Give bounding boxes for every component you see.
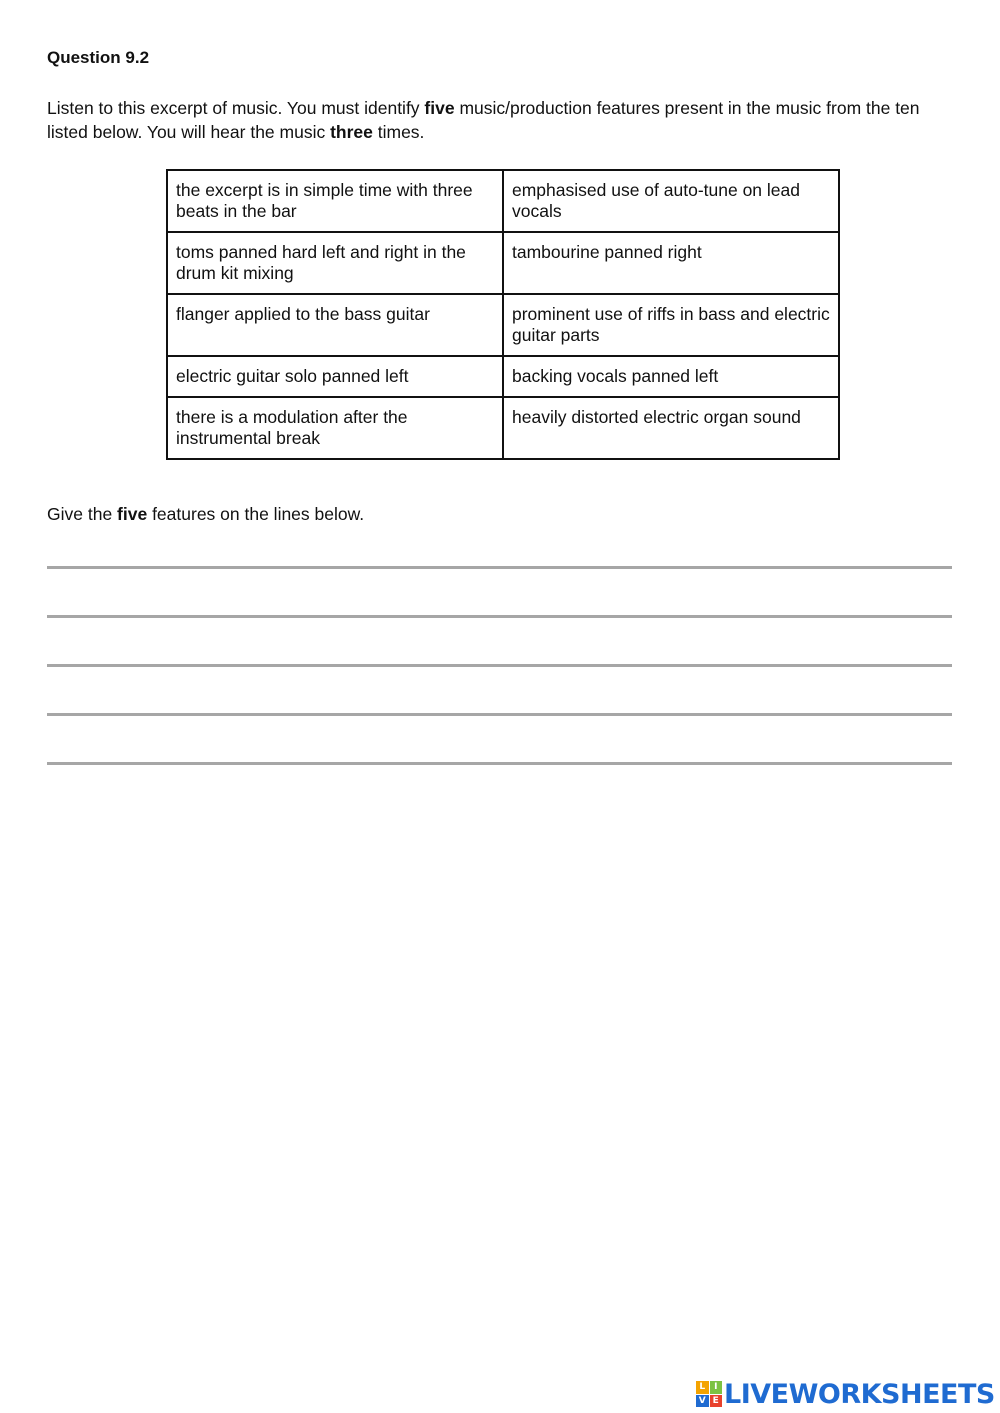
feature-cell: backing vocals panned left <box>503 356 839 397</box>
question-title: Question 9.2 <box>47 48 150 67</box>
answer-line-2[interactable] <box>47 615 952 618</box>
answer-line-3[interactable] <box>47 664 952 667</box>
intro-text-1: Listen to this excerpt of music. You must identify <box>47 98 425 118</box>
feature-cell: there is a modulation after the instrumental break <box>167 397 503 459</box>
feature-cell: electric guitar solo panned left <box>167 356 503 397</box>
feature-cell: tambourine panned right <box>503 232 839 294</box>
answer-line-4[interactable] <box>47 713 952 716</box>
intro-text-3: times. <box>372 122 425 142</box>
intro-bold-five: five <box>424 98 455 118</box>
intro-paragraph <box>47 96 957 144</box>
table-row <box>167 170 839 232</box>
liveworksheets-logo-icon <box>696 1381 722 1407</box>
feature-cell: toms panned hard left and right in the drum kit mixing <box>167 232 503 294</box>
liveworksheets-logo <box>696 1378 995 1410</box>
table-row <box>167 294 839 356</box>
feature-cell: flanger applied to the bass guitar <box>167 294 503 356</box>
intro-bold-three: three <box>330 122 373 142</box>
features-table <box>166 169 840 460</box>
table-row <box>167 397 839 459</box>
logo-mark-letter: L <box>696 1381 709 1394</box>
feature-cell: the excerpt is in simple time with three beats in the bar <box>167 170 503 232</box>
table-row <box>167 232 839 294</box>
intro-text-2: music/production features present in the music from the ten listed below. You will hear the music <box>47 98 920 142</box>
instruction-text-2: features on the lines below. <box>147 504 365 524</box>
answer-line-5[interactable] <box>47 762 952 765</box>
table-row <box>167 356 839 397</box>
instruction-bold-five: five <box>117 504 148 524</box>
logo-mark-letter: V <box>696 1395 709 1408</box>
feature-cell: heavily distorted electric organ sound <box>503 397 839 459</box>
instruction-text-1: Give the <box>47 504 118 524</box>
feature-cell: emphasised use of auto-tune on lead vocals <box>503 170 839 232</box>
feature-cell: prominent use of riffs in bass and electric guitar parts <box>503 294 839 356</box>
logo-text: LIVEWORKSHEETS <box>724 1378 995 1410</box>
logo-mark-letter: E <box>710 1395 723 1408</box>
logo-mark-letter: I <box>710 1381 723 1394</box>
answer-line-1[interactable] <box>47 566 952 569</box>
instruction-text <box>47 504 364 525</box>
